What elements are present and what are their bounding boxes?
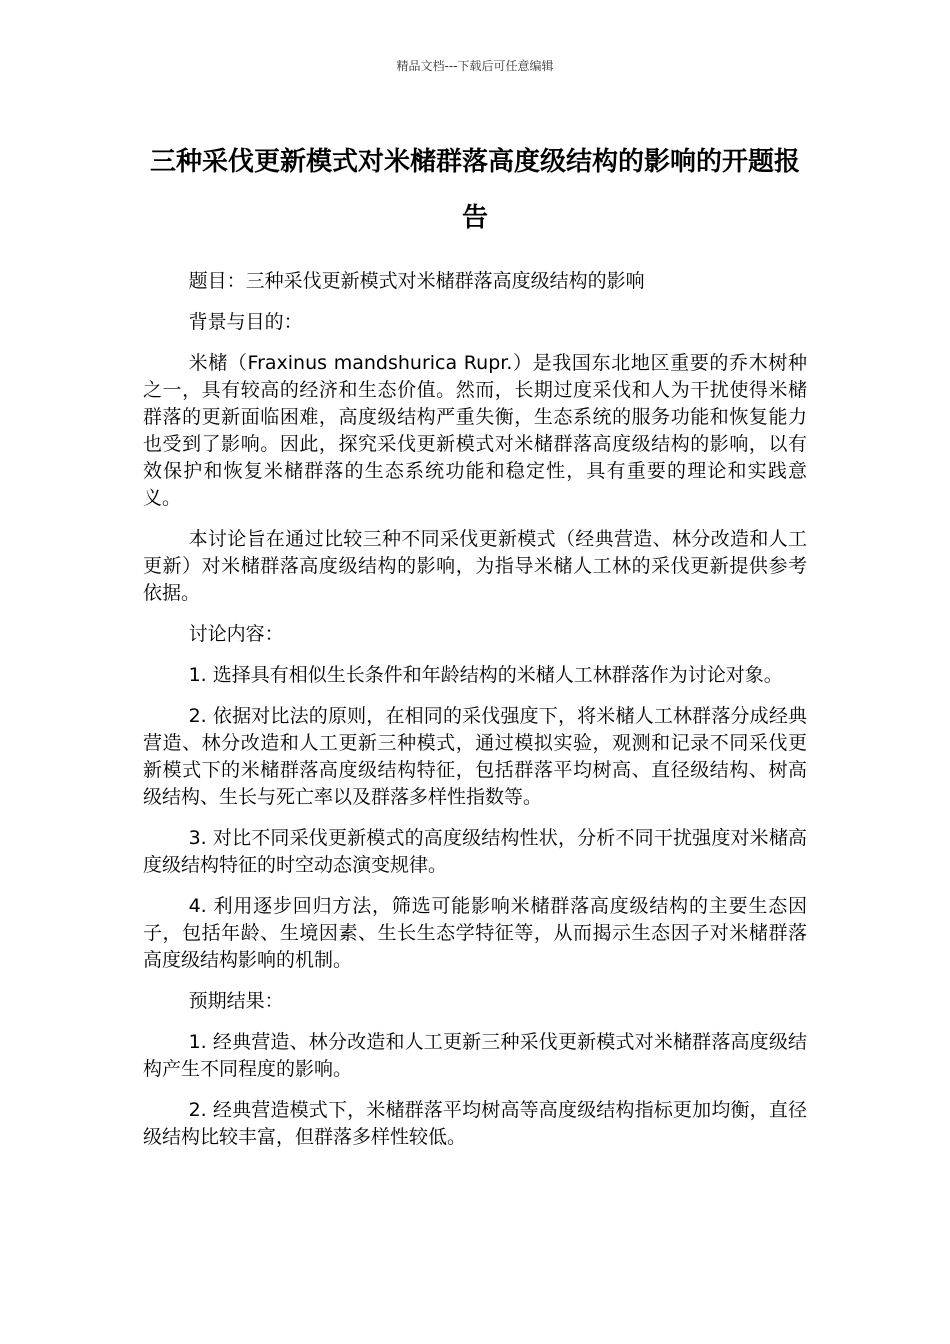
content-item-1: 1. 选择具有相似生长条件和年龄结构的米槠人工林群落作为讨论对象。: [188, 664, 783, 686]
results-item-1: 1. 经典营造、林分改造和人工更新三种采伐更新模式对米槠群落高度级结构产生不同程度的影响。: [143, 1031, 807, 1080]
document-title: 三种采伐更新模式对米槠群落高度级结构的影响的开题报告: [149, 147, 800, 233]
content-item-2: 2. 依据对比法的原则，在相同的采伐强度下，将米槠人工林群落分成经典营造、林分改造和人工更新三种模式，通过模拟实验，观测和记录不同采伐更新模式下的米槠群落高度级结构特征，包括群落平均树高、直径级结构、树高级结构、生长与死亡率以及群落多样性指数等。: [143, 705, 807, 808]
results-item-2: 2. 经典营造模式下，米槠群落平均树高等高度级结构指标更加均衡，直径级结构比较丰富，但群落多样性较低。: [143, 1099, 807, 1148]
subject-line: 题目：三种采伐更新模式对米槠群落高度级结构的影响: [188, 270, 645, 292]
header-note: 精品文档---下载后可任意编辑: [396, 59, 554, 73]
content-item-4: 4. 利用逐步回归方法，筛选可能影响米槠群落高度级结构的主要生态因子，包括年龄、生境因素、生长生态学特征等，从而揭示生态因子对米槠群落高度级结构影响的机制。: [143, 895, 807, 971]
content-item-3: 3. 对比不同采伐更新模式的高度级结构性状，分析不同干扰强度对米槠高度级结构特征的时空动态演变规律。: [143, 827, 807, 876]
content-heading: 讨论内容：: [188, 623, 284, 645]
document-body: [143, 268, 807, 1165]
background-heading: 背景与目的：: [188, 311, 303, 333]
results-heading: 预期结果：: [188, 990, 284, 1012]
background-paragraph-1: 米槠（Fraxinus mandshurica Rupr.）是我国东北地区重要的乔木树种之一，具有较高的经济和生态价值。然而，长期过度采伐和人为干扰使得米槠群落的更新面临困难，高度级结构严重失衡，生态系统的服务功能和恢复能力也受到了影响。因此，探究采伐更新模式对米槠群落高度级结构的影响，以有效保护和恢复米槠群落的生态系统功能和稳定性，具有重要的理论和实践意义。: [143, 352, 807, 509]
background-paragraph-2: 本讨论旨在通过比较三种不同采伐更新模式（经典营造、林分改造和人工更新）对米槠群落高度级结构的影响，为指导米槠人工林的采伐更新提供参考依据。: [143, 528, 807, 604]
